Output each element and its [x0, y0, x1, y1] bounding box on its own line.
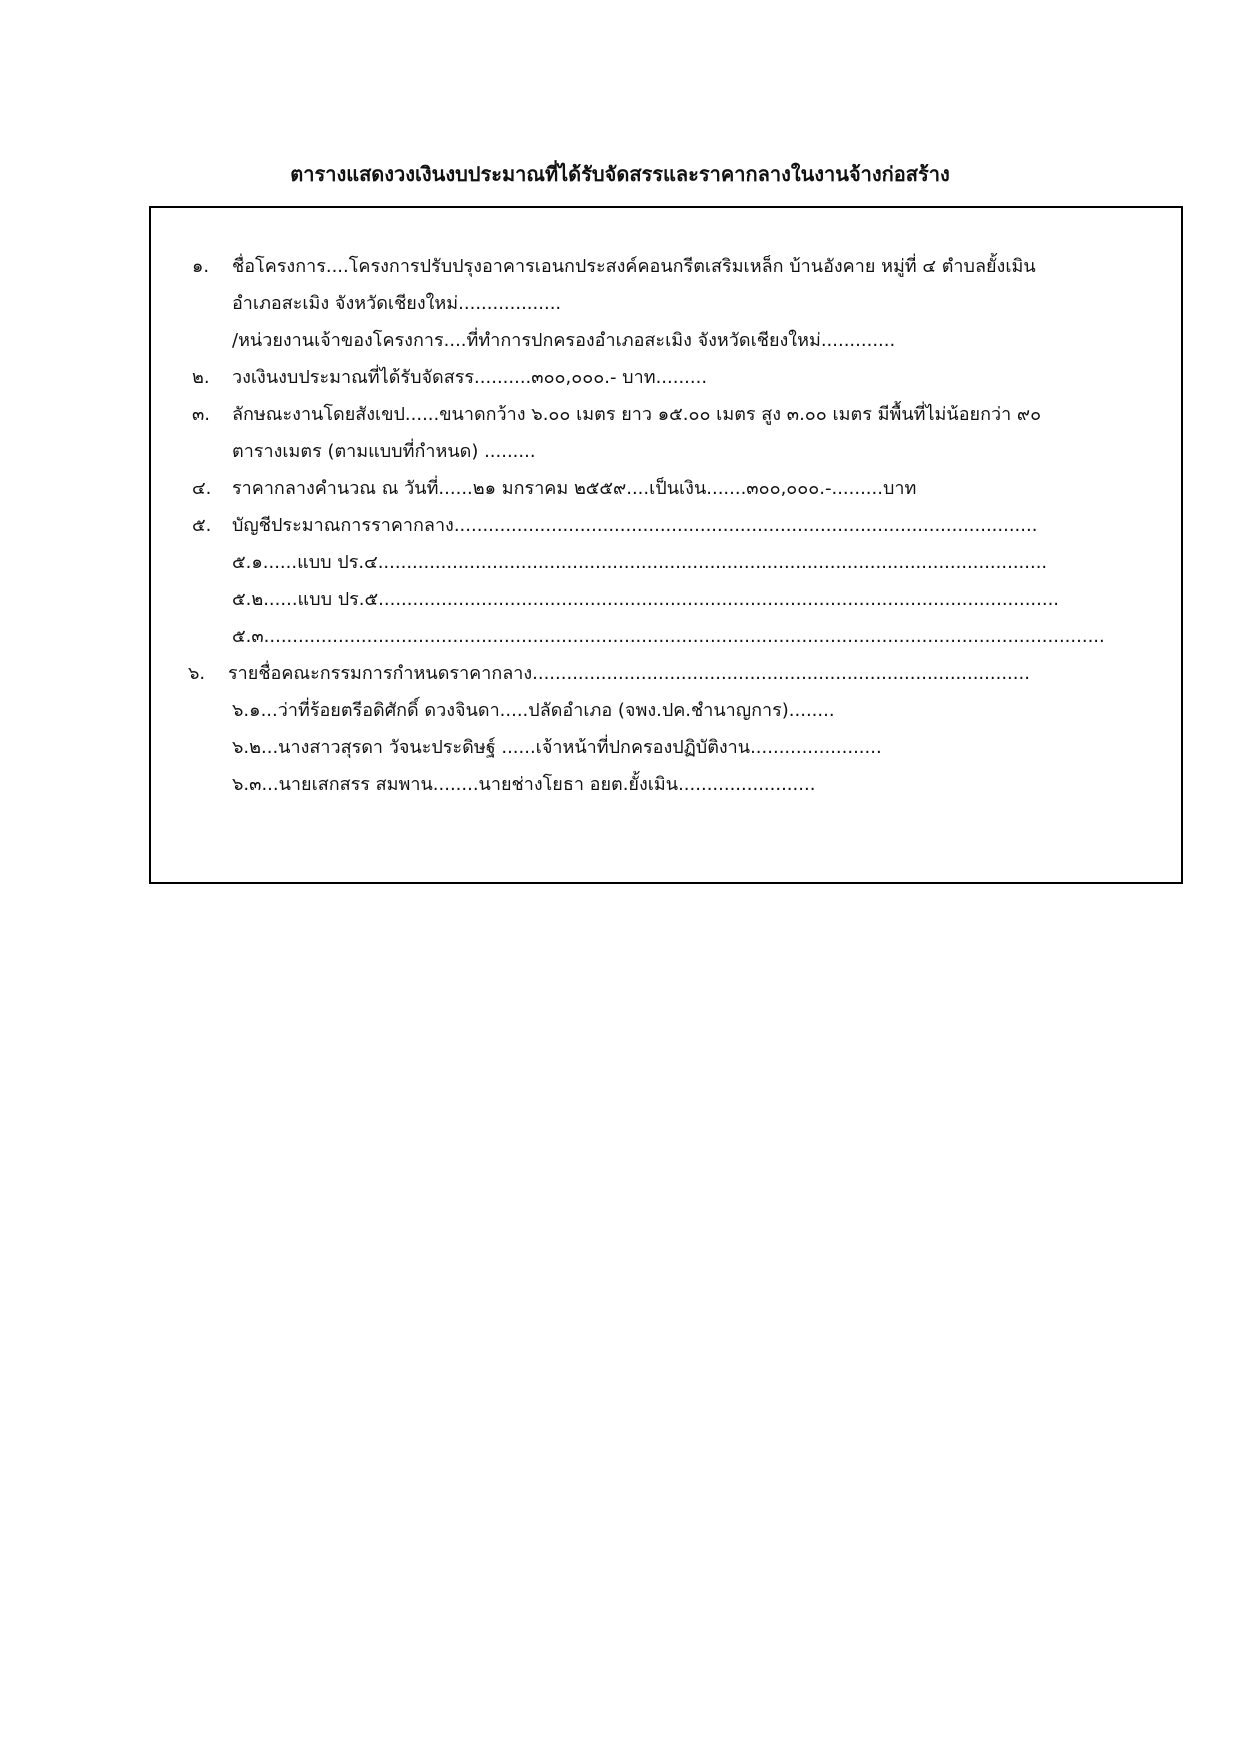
- item-1-line-3: [232, 329, 895, 353]
- item-text: รายชื่อคณะกรรมการกำหนดราคากลาง.......................................................................................: [228, 663, 1030, 684]
- item-5-1: [232, 551, 1047, 575]
- item-text: ๖.๓...นายเสกสรร สมพาน........นายช่างโยธา อยต.ยั้งเมิน........................: [232, 774, 816, 795]
- item-number: ๑.: [192, 256, 210, 277]
- item-text: ตารางเมตร (ตามแบบที่กำหนด) .........: [232, 441, 536, 462]
- item-text: ๖.๑...ว่าที่ร้อยตรีอดิศักดิ์ ดวงจินดา.....ปลัดอำเภอ (จพง.ปค.ชำนาญการ)........: [232, 700, 835, 721]
- item-text: ๕.๓...................................................................................................................................................: [232, 626, 1105, 647]
- item-5-3: [232, 625, 1105, 649]
- content-frame: [149, 206, 1183, 884]
- item-6-3: [232, 773, 815, 797]
- item-text: ๕.๒......แบบ ปร.๕.......................................................................................................................: [232, 589, 1060, 610]
- item-3-line-1: [192, 403, 1041, 427]
- item-5: [192, 514, 1037, 538]
- item-text: ราคากลางคำนวณ ณ วันที่......๒๑ มกราคม ๒๕๕๙....เป็นเงิน.......๓๐๐,๐๐๐.-.........บาท: [232, 478, 917, 499]
- item-number: ๖.: [188, 663, 206, 684]
- item-6-2: [232, 736, 882, 760]
- item-6: [188, 662, 1030, 686]
- item-text: ๕.๑......แบบ ปร.๔.....................................................................................................................: [232, 552, 1048, 573]
- item-1-line-2: [232, 292, 561, 316]
- item-text: วงเงินงบประมาณที่ได้รับจัดสรร..........๓๐๐,๐๐๐.- บาท.........: [232, 367, 708, 388]
- document-title: ตารางแสดงวงเงินงบประมาณที่ได้รับจัดสรรและราคากลางในงานจ้างก่อสร้าง: [290, 162, 950, 186]
- item-number: ๔.: [192, 478, 212, 499]
- item-2: [192, 366, 707, 390]
- item-text: อำเภอสะเมิง จังหวัดเชียงใหม่..................: [232, 293, 562, 314]
- item-1-line-1: [192, 255, 1036, 279]
- item-text: บัญชีประมาณการราคากลาง......................................................................................................: [232, 515, 1038, 536]
- item-number: ๒.: [192, 367, 210, 388]
- item-text: ๖.๒...นางสาวสุรดา วัจนะประดิษฐ์ ......เจ้าหน้าที่ปกครองปฏิบัติงาน.......................: [232, 737, 882, 758]
- item-4: [192, 477, 916, 501]
- item-text: /หน่วยงานเจ้าของโครงการ....ที่ทำการปกครองอำเภอสะเมิง จังหวัดเชียงใหม่.............: [232, 330, 896, 351]
- item-text: ลักษณะงานโดยสังเขป......ขนาดกว้าง ๖.๐๐ เมตร ยาว ๑๕.๐๐ เมตร สูง ๓.๐๐ เมตร มีพื้นที่ไม่น้อยกว่า ๙๐: [232, 404, 1042, 425]
- item-number: ๕.: [192, 515, 212, 536]
- item-number: ๓.: [192, 404, 211, 425]
- item-6-1: [232, 699, 835, 723]
- item-3-line-2: [232, 440, 536, 464]
- item-text: ชื่อโครงการ....โครงการปรับปรุงอาคารเอนกประสงค์คอนกรีตเสริมเหล็ก บ้านอังคาย หมู่ที่ ๔ ตำบลยั้งเมิน: [232, 256, 1036, 277]
- item-5-2: [232, 588, 1059, 612]
